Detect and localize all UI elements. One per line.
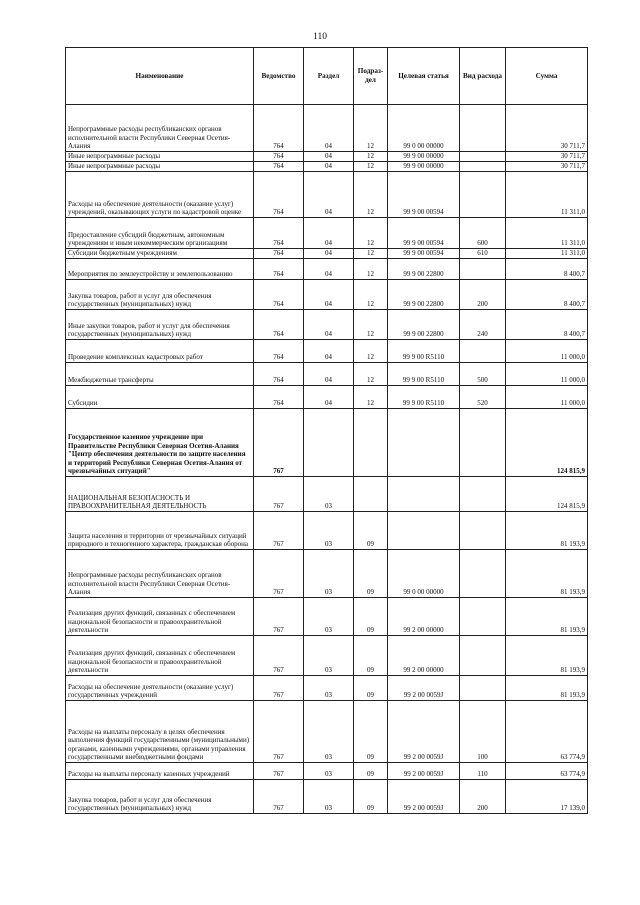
row-sum: 30 711,7 [506, 162, 588, 172]
table-row [66, 280, 588, 310]
row-target: 99 2 00 0059J [388, 676, 460, 701]
row-section: 04 [304, 259, 354, 280]
row-name: Иные непрограммные расходы [66, 162, 254, 172]
row-sum: 30 711,7 [506, 152, 588, 162]
row-name: Расходы на выплаты персоналу казенных учреждений [66, 763, 254, 780]
row-name: Иные закупки товаров, работ и услуг для обеспечения государственных (муниципальных) нужд [66, 310, 254, 340]
row-target: 99 0 00 00000 [388, 105, 460, 152]
row-sum: 11 000,0 [506, 340, 588, 363]
table-row [66, 105, 588, 152]
row-name: Реализация других функций, связанных с обеспечением национальной безопасности и правоохранительной деятельности [66, 598, 254, 636]
row-section: 03 [304, 763, 354, 780]
row-subsection: 12 [354, 386, 388, 409]
row-sum: 81 193,9 [506, 676, 588, 701]
row-kind [460, 172, 506, 218]
row-section: 03 [304, 512, 354, 550]
row-subsection [354, 409, 388, 477]
row-target: 99 9 00 22800 [388, 280, 460, 310]
row-sum: 124 815,9 [506, 409, 588, 477]
table-row [66, 249, 588, 259]
row-target: 99 2 00 0059J [388, 780, 460, 814]
row-kind: 520 [460, 386, 506, 409]
row-target: 99 9 00 R5110 [388, 363, 460, 386]
row-subsection: 12 [354, 249, 388, 259]
row-name: Непрограммные расходы республиканских органов исполнительной власти Республики Северная Осетия-Алания [66, 105, 254, 152]
row-sum: 81 193,9 [506, 636, 588, 676]
row-section: 04 [304, 363, 354, 386]
row-sum: 81 193,9 [506, 512, 588, 550]
row-section: 04 [304, 218, 354, 249]
row-name: Расходы на обеспечение деятельности (оказание услуг) учреждений, оказывающих услуги по кадастровой оценке [66, 172, 254, 218]
table-row [66, 477, 588, 512]
row-name: НАЦИОНАЛЬНАЯ БЕЗОПАСНОСТЬ И ПРАВООХРАНИТЕЛЬНАЯ ДЕЯТЕЛЬНОСТЬ [66, 477, 254, 512]
row-name: Расходы на выплаты персоналу в целях обеспечения выполнения функций государственными (муниципальными) органами, казенными учреждениями, органами управления государственными внебюджетными фондами [66, 701, 254, 763]
row-target: 99 9 00 R5110 [388, 386, 460, 409]
row-name: Непрограммные расходы республиканских органов исполнительной власти Республики Северная Осетия-Алания [66, 550, 254, 598]
row-target: 99 2 00 00000 [388, 598, 460, 636]
row-target: 99 9 00 00000 [388, 162, 460, 172]
row-name: Защита населения и территории от чрезвычайных ситуаций природного и техногенного характера, гражданская оборона [66, 512, 254, 550]
row-subsection: 09 [354, 676, 388, 701]
row-section: 03 [304, 780, 354, 814]
row-sum: 63 774,9 [506, 701, 588, 763]
row-kind: 200 [460, 780, 506, 814]
row-dept: 764 [254, 340, 304, 363]
row-section: 04 [304, 386, 354, 409]
table-row [66, 152, 588, 162]
header-target: Целевая статья [388, 48, 460, 105]
table-row [66, 172, 588, 218]
row-subsection: 09 [354, 780, 388, 814]
header-dept: Ведомство [254, 48, 304, 105]
row-kind: 110 [460, 763, 506, 780]
header-subsection: Подраз-дел [354, 48, 388, 105]
row-dept: 764 [254, 218, 304, 249]
row-dept: 767 [254, 636, 304, 676]
row-target [388, 409, 460, 477]
row-kind [460, 550, 506, 598]
row-dept: 764 [254, 363, 304, 386]
row-dept: 767 [254, 550, 304, 598]
row-name: Субсидии бюджетным учреждениям [66, 249, 254, 259]
row-kind [460, 636, 506, 676]
row-sum: 11 000,0 [506, 363, 588, 386]
row-target: 99 9 00 R5110 [388, 340, 460, 363]
table-row [66, 259, 588, 280]
row-kind [460, 477, 506, 512]
row-dept: 764 [254, 386, 304, 409]
row-name: Проведение комплексных кадастровых работ [66, 340, 254, 363]
row-sum: 30 711,7 [506, 105, 588, 152]
row-kind [460, 409, 506, 477]
row-section: 04 [304, 249, 354, 259]
row-dept: 764 [254, 105, 304, 152]
header-sum: Сумма [506, 48, 588, 105]
row-section: 04 [304, 280, 354, 310]
row-name: Субсидии [66, 386, 254, 409]
row-subsection: 12 [354, 363, 388, 386]
row-dept: 764 [254, 172, 304, 218]
row-kind: 240 [460, 310, 506, 340]
table-row [66, 598, 588, 636]
row-target: 99 9 00 22800 [388, 310, 460, 340]
row-kind [460, 512, 506, 550]
header-name: Наименование [66, 48, 254, 105]
table-row [66, 636, 588, 676]
row-dept: 767 [254, 598, 304, 636]
row-dept: 764 [254, 280, 304, 310]
row-name: Реализация других функций, связанных с обеспечением национальной безопасности и правоохранительной деятельности [66, 636, 254, 676]
row-target: 99 2 00 0059J [388, 701, 460, 763]
row-name: Закупка товаров, работ и услуг для обеспечения государственных (муниципальных) нужд [66, 280, 254, 310]
row-sum: 17 139,0 [506, 780, 588, 814]
row-dept: 764 [254, 162, 304, 172]
row-target [388, 477, 460, 512]
row-kind [460, 676, 506, 701]
table-row [66, 310, 588, 340]
row-sum: 11 000,0 [506, 386, 588, 409]
row-name: Расходы на обеспечение деятельности (оказание услуг) государственных учреждений [66, 676, 254, 701]
row-dept: 767 [254, 409, 304, 477]
row-section: 04 [304, 172, 354, 218]
row-subsection: 12 [354, 280, 388, 310]
row-section: 04 [304, 340, 354, 363]
row-dept: 764 [254, 152, 304, 162]
row-section: 03 [304, 598, 354, 636]
row-subsection: 12 [354, 218, 388, 249]
budget-table [65, 47, 588, 814]
row-kind [460, 340, 506, 363]
row-target: 99 9 00 00594 [388, 218, 460, 249]
row-section: 04 [304, 310, 354, 340]
row-subsection: 09 [354, 701, 388, 763]
table-row [66, 512, 588, 550]
row-section: 04 [304, 105, 354, 152]
row-sum: 81 193,9 [506, 598, 588, 636]
row-subsection: 12 [354, 105, 388, 152]
row-target: 99 2 00 00000 [388, 636, 460, 676]
row-name: Государственное казенное учреждение при Правительстве Республики Северная Осетия-Алания "Центр обеспечения деятельности по защите населения и территорий Республики Северная Осетия-Алания от чрезвычайных ситуаций" [66, 409, 254, 477]
row-section: 03 [304, 477, 354, 512]
row-subsection: 12 [354, 172, 388, 218]
row-dept: 767 [254, 477, 304, 512]
table-row [66, 676, 588, 701]
table-row [66, 386, 588, 409]
header-section: Раздел [304, 48, 354, 105]
row-kind: 100 [460, 701, 506, 763]
row-kind [460, 152, 506, 162]
table-row [66, 763, 588, 780]
row-subsection: 09 [354, 512, 388, 550]
row-dept: 767 [254, 701, 304, 763]
row-section: 04 [304, 152, 354, 162]
row-sum: 124 815,9 [506, 477, 588, 512]
row-section: 03 [304, 636, 354, 676]
row-sum: 63 774,9 [506, 763, 588, 780]
row-name: Закупка товаров, работ и услуг для обеспечения государственных (муниципальных) нужд [66, 780, 254, 814]
row-subsection: 09 [354, 636, 388, 676]
row-target [388, 512, 460, 550]
row-dept: 767 [254, 780, 304, 814]
row-name: Мероприятия по землеустройству и землепользованию [66, 259, 254, 280]
row-section: 03 [304, 550, 354, 598]
table-row [66, 162, 588, 172]
row-dept: 767 [254, 512, 304, 550]
row-section: 04 [304, 162, 354, 172]
row-sum: 81 193,9 [506, 550, 588, 598]
row-section [304, 409, 354, 477]
header-kind: Вид расхода [460, 48, 506, 105]
table-row [66, 409, 588, 477]
row-kind: 600 [460, 218, 506, 249]
row-subsection: 09 [354, 550, 388, 598]
row-target: 99 2 00 0059J [388, 763, 460, 780]
row-dept: 764 [254, 310, 304, 340]
table-row [66, 780, 588, 814]
row-name: Иные непрограммные расходы [66, 152, 254, 162]
table-row [66, 701, 588, 763]
row-sum: 8 400,7 [506, 280, 588, 310]
row-subsection: 12 [354, 259, 388, 280]
row-sum: 11 311,0 [506, 172, 588, 218]
row-subsection: 12 [354, 162, 388, 172]
row-dept: 767 [254, 763, 304, 780]
row-dept: 767 [254, 676, 304, 701]
row-subsection: 12 [354, 340, 388, 363]
row-dept: 764 [254, 249, 304, 259]
row-name: Межбюджетные трансферты [66, 363, 254, 386]
row-target: 99 9 00 22800 [388, 259, 460, 280]
row-subsection: 12 [354, 310, 388, 340]
row-kind: 500 [460, 363, 506, 386]
row-target: 99 0 00 00000 [388, 550, 460, 598]
row-kind [460, 105, 506, 152]
row-target: 99 9 00 00594 [388, 172, 460, 218]
row-sum: 11 311,0 [506, 218, 588, 249]
row-subsection: 09 [354, 763, 388, 780]
row-subsection: 12 [354, 152, 388, 162]
row-kind [460, 259, 506, 280]
row-kind: 610 [460, 249, 506, 259]
row-dept: 764 [254, 259, 304, 280]
row-name: Предоставление субсидий бюджетным, автономным учреждениям и иным некоммерческим организациям [66, 218, 254, 249]
row-subsection: 09 [354, 598, 388, 636]
row-section: 03 [304, 701, 354, 763]
row-kind [460, 598, 506, 636]
row-section: 03 [304, 676, 354, 701]
table-row [66, 363, 588, 386]
row-subsection [354, 477, 388, 512]
table-row [66, 218, 588, 249]
table-row [66, 550, 588, 598]
row-sum: 11 311,0 [506, 249, 588, 259]
row-sum: 8 400,7 [506, 310, 588, 340]
table-row [66, 340, 588, 363]
row-kind: 200 [460, 280, 506, 310]
table-header-row [66, 48, 588, 105]
page-number: 110 [313, 32, 327, 42]
row-target: 99 9 00 00000 [388, 152, 460, 162]
row-target: 99 9 00 00594 [388, 249, 460, 259]
row-sum: 8 400,7 [506, 259, 588, 280]
row-kind [460, 162, 506, 172]
